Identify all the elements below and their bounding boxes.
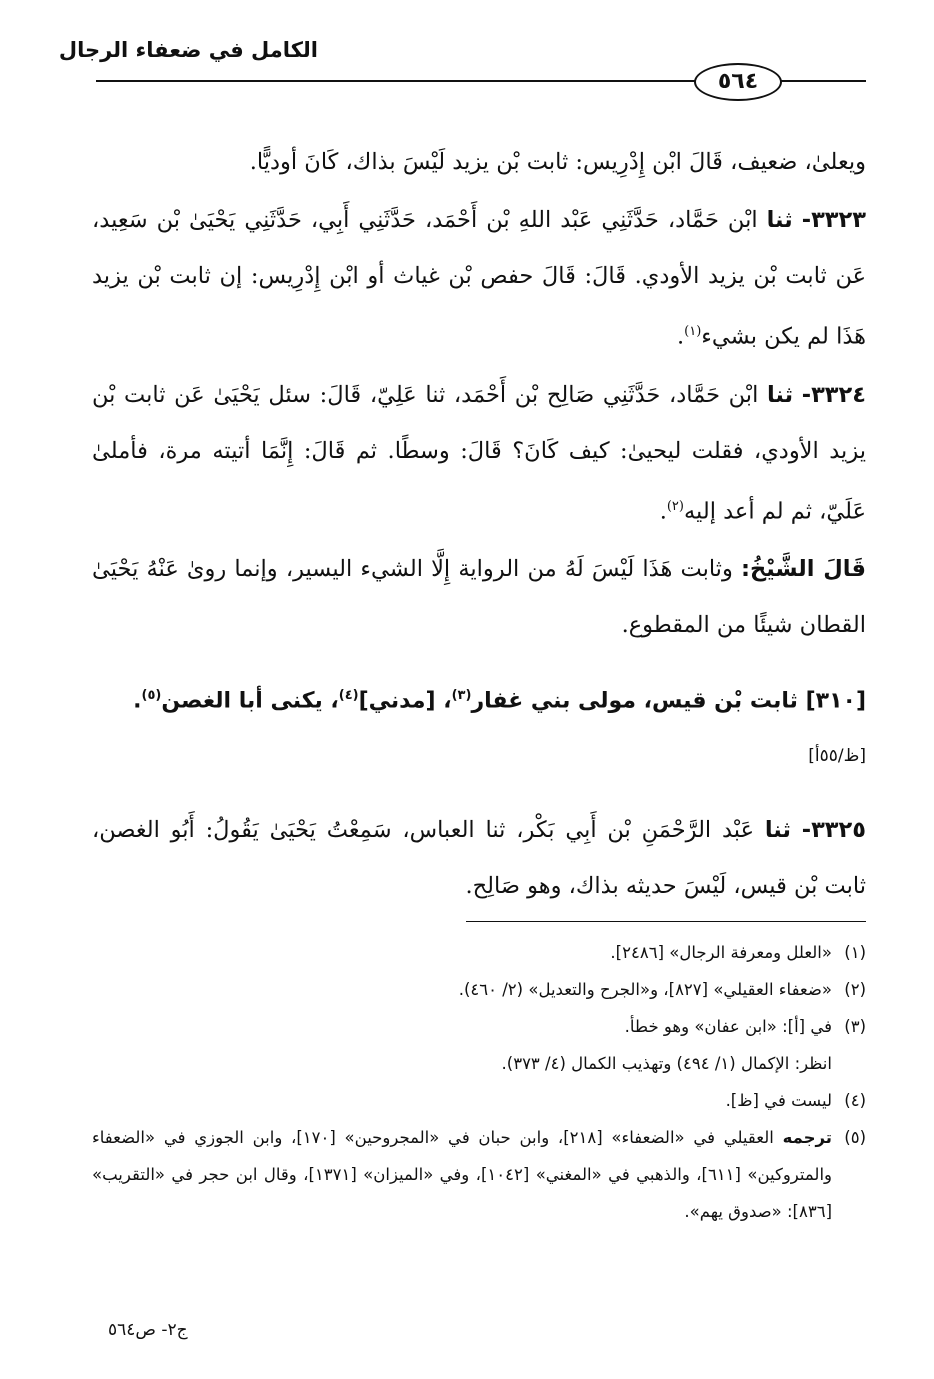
entry-heading-text: [٣١٠] ثابت بْن قيس، مولى بني غفار — [471, 688, 866, 714]
running-title: الكامل في ضعفاء الرجال — [58, 38, 318, 62]
paragraph-3324: ٣٣٢٤- ثنا ابْن حَمَّاد، حَدَّثَنِي صَالِح بْن أَحْمَد، ثنا عَلِيّ، قَالَ: سئل يَحْيَىٰ عَن ثابت بْن يزيد الأودي، فقلت ليحيىٰ: كيف كَانَ؟ قَالَ: وسطًا. ثم قَالَ: إِنَّمَا أتيته مرة، فأملىٰ عَلَيّ، ثم لم أعد إليه$^{(٢)}$. — [92, 381, 867, 524]
footnote-ref: (٥) — [141, 688, 162, 703]
footnote-ref: (٣) — [451, 688, 472, 703]
paragraph-text: وثابت هَذَا لَيْسَ لَهُ من الرواية إِلَّا الشيء اليسير، وإنما روىٰ عَنْهُ يَحْيَىٰ القطان شيئًا من المقطوع. — [92, 556, 866, 638]
footnote-number: (٢) — [844, 980, 866, 999]
footnote-rule — [466, 921, 866, 922]
footnote-3-continued — [92, 1045, 866, 1082]
footnotes — [92, 934, 866, 1230]
footnote-1 — [92, 934, 866, 971]
footnote-ref: (١) — [684, 324, 702, 339]
thana-word: ثنا — [766, 381, 794, 408]
hadith-number: ٣٣٢٣- — [801, 207, 867, 233]
page-number-badge: ٥٦٤ — [694, 63, 782, 101]
sheikh-lead: قَالَ الشَّيْخُ: — [740, 556, 866, 582]
footnote-number: (١) — [844, 943, 866, 962]
paragraph-sheikh — [92, 541, 866, 653]
footnote-5 — [92, 1119, 866, 1230]
hadith-number: ٣٣٢٥- — [801, 817, 867, 843]
paragraph-3323: ٣٣٢٣- ثنا ابْن حَمَّاد، حَدَّثَنِي عَبْد اللهِ بْن أَحْمَد، حَدَّثَنِي أَبِي، حَدَّثَنِي يَحْيَىٰ بْن سَعِيد، عَن ثابت بْن يزيد الأودي. قَالَ: قَالَ حفص بْن غياث أو ابْن إِدْرِيس: إن ثابت بْن يزيد هَذَا لم يكن بشيء$^{(١)}$. — [92, 207, 867, 350]
footnote-ref: (٤) — [338, 688, 359, 703]
footnote-text: العقيلي في «الضعفاء» [٢١٨]، وابن حبان في «المجروحين» [١٧٠]، وابن الجوزي في «الضعفاء والمتروكين» [٦١١]، والذهبي في «المغني» [١٠٤٢]، وفي «الميزان» [١٣٧١]، وقال ابن حجر في «التقريب» [٨٣٦]: «صدوق يهم». — [92, 1128, 833, 1221]
footnote-3 — [92, 1008, 866, 1045]
footnote-2 — [92, 971, 866, 1008]
footnote-text: ليست في [ظ]. — [725, 1091, 832, 1110]
folio-reference: [ظ/٥٥أ] — [808, 746, 866, 766]
main-text-2 — [92, 802, 866, 914]
footnote-text: «العلل ومعرفة الرجال» [٢٤٨٦]. — [610, 943, 832, 962]
footnote-text: «ضعفاء العقيلي» [٨٢٧]، و«الجرح والتعديل» (٢/ ٤٦٠). — [458, 980, 832, 999]
footnote-number: (٣) — [844, 1017, 866, 1036]
footnote-ref: (٢) — [666, 498, 684, 514]
footnote-4 — [92, 1082, 866, 1119]
footnote-lead: ترجمه — [782, 1128, 832, 1147]
paragraph-text: ابْن حَمَّاد، حَدَّثَنِي عَبْد اللهِ بْن أَحْمَد، حَدَّثَنِي أَبِي، حَدَّثَنِي يَحْيَىٰ بْن سَعِيد، عَن ثابت بْن يزيد الأودي. قَالَ: قَالَ حفص بْن غياث أو ابْن إِدْرِيس: إن ثابت بْن يزيد هَذَا لم يكن بشيء — [92, 207, 866, 350]
paragraph-1-text: ويعلىٰ، ضعيف، قَالَ ابْن إِدْرِيس: ثابت بْن يزيد لَيْسَ بذاك، كَانَ أوديًّا. — [249, 149, 866, 175]
hadith-number: ٣٣٢٤- — [801, 381, 867, 408]
footnote-text: انظر: الإكمال (١/ ٤٩٤) وتهذيب الكمال (٤/ ٣٧٣). — [501, 1054, 832, 1073]
entry-heading-kunya: ، يكنى أبا الغصن — [161, 688, 339, 714]
main-text — [92, 134, 866, 653]
footnote-text: في [أ]: «ابن عفان» وهو خطأ. — [624, 1017, 832, 1036]
thana-word: ثنا — [766, 207, 793, 233]
paragraph-text: ابْن حَمَّاد، حَدَّثَنِي صَالِح بْن أَحْمَد، ثنا عَلِيّ، قَالَ: سئل يَحْيَىٰ عَن ثابت بْن يزيد الأودي، فقلت ليحيىٰ: كيف كَانَ؟ قَالَ: وسطًا. ثم قَالَ: إِنَّمَا أتيته مرة، فأملىٰ عَلَيّ، ثم لم أعد إليه — [92, 381, 866, 524]
paragraph-3325 — [92, 802, 866, 914]
paragraph-text: عَبْد الرَّحْمَنِ بْن أَبِي بَكْر، ثنا العباس، سَمِعْتُ يَحْيَىٰ يَقُولُ: أَبُو الغصن، ثابت بْن قيس، لَيْسَ حديثه بذاك، وهو صَالِح. — [92, 817, 866, 899]
entry-heading-madani: ، [مدني] — [358, 688, 452, 714]
paragraph-1 — [92, 134, 866, 190]
footnote-number: (٥) — [844, 1128, 866, 1147]
footnote-number: (٤) — [844, 1091, 866, 1110]
footer-reference: ج٢- ص٥٦٤ — [108, 1320, 188, 1340]
entry-heading: [٣١٠] ثابت بْن قيس، مولى بني غفار$^{(٣)}$، [مدني]$^{(٤)}$، يكنى أبا الغصن$^{(٥)}$. — [133, 688, 866, 714]
thana-word: ثنا — [764, 817, 791, 843]
